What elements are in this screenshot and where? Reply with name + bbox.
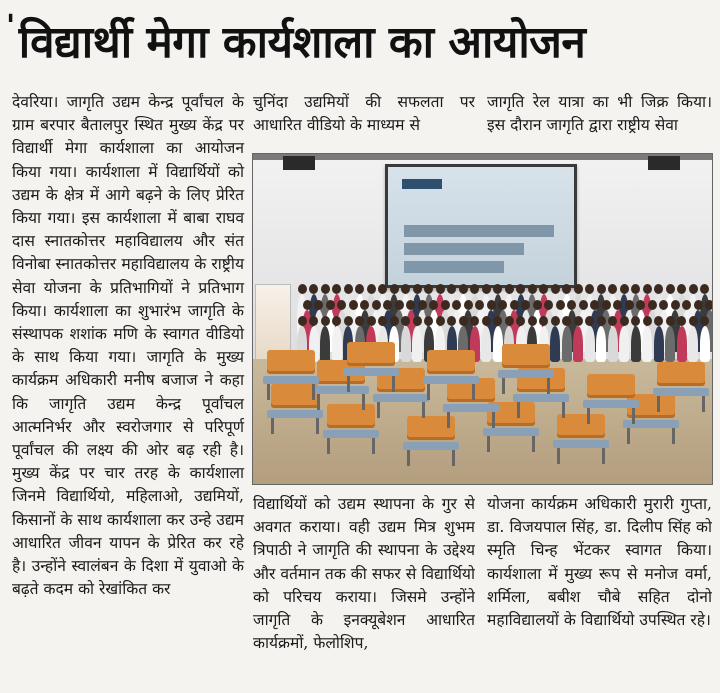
- person-head: [597, 316, 606, 326]
- photo-ceiling: [253, 154, 712, 160]
- person-head: [539, 316, 548, 326]
- person-head: [654, 284, 663, 294]
- person-head: [413, 284, 422, 294]
- person-head: [378, 316, 387, 326]
- person-head: [401, 284, 410, 294]
- person-head: [395, 300, 404, 310]
- person-head: [498, 300, 507, 310]
- person-head: [436, 316, 445, 326]
- person-head: [682, 300, 691, 310]
- column-2-top-text: चुनिंदा उद्यमियों की सफलता पर आधारित वीडियो के माध्यम से: [253, 93, 475, 135]
- person-head: [562, 316, 571, 326]
- person-head: [625, 300, 634, 310]
- person-head: [700, 284, 709, 294]
- person-head: [332, 284, 341, 294]
- article-column-1: [12, 91, 244, 601]
- person-head: [344, 284, 353, 294]
- person-head: [383, 300, 392, 310]
- person-head: [608, 316, 617, 326]
- article-column-2-top: [253, 91, 475, 139]
- person-head: [470, 316, 479, 326]
- person-head: [441, 300, 450, 310]
- person-head: [516, 316, 525, 326]
- person-head: [493, 284, 502, 294]
- person-head: [367, 316, 376, 326]
- chair: [553, 414, 609, 458]
- person-head: [355, 316, 364, 326]
- article-column-2-bottom: [253, 493, 475, 663]
- chair: [583, 374, 639, 418]
- person-head: [459, 284, 468, 294]
- speaker-left: [283, 156, 315, 170]
- person-figure: [688, 326, 698, 362]
- person-figure: [677, 326, 687, 362]
- headline: [6, 6, 714, 74]
- person-head: [551, 316, 560, 326]
- person-head: [355, 284, 364, 294]
- headline-text: विद्यार्थी मेगा कार्यशाला का आयोजन: [18, 17, 586, 68]
- column-3-top-text: जागृति रेल यात्रा का भी जिक्र किया। इस दौरान जागृति द्वारा राष्ट्रीय सेवा: [487, 93, 712, 135]
- person-head: [321, 316, 330, 326]
- person-head: [309, 316, 318, 326]
- person-head: [659, 300, 668, 310]
- person-head: [613, 300, 622, 310]
- person-head: [482, 284, 491, 294]
- person-head: [344, 316, 353, 326]
- article-column-3-bottom: [487, 493, 712, 663]
- person-head: [482, 316, 491, 326]
- chair: [323, 404, 379, 448]
- column-3-bottom-text: योजना कार्यक्रम अधिकारी मुरारी गुप्ता, डा. विजयपाल सिंह, डा. दिलीप सिंह को स्मृति चिन्ह भेंटकर स्वागत किया।कार्यशाला में मुख्य रूप से मनोज वर्मा, शर्मिला, बबीश चौबे सहित दोनो महाविद्यालयों के विद्यार्थियो उपस्थित रहे।: [487, 495, 712, 630]
- person-head: [401, 316, 410, 326]
- chair: [498, 344, 554, 388]
- person-figure: [562, 326, 572, 362]
- person-head: [372, 300, 381, 310]
- person-figure: [332, 326, 342, 362]
- person-head: [424, 284, 433, 294]
- person-head: [332, 316, 341, 326]
- person-head: [677, 316, 686, 326]
- person-head: [406, 300, 415, 310]
- chair: [653, 362, 709, 406]
- person-figure: [585, 326, 595, 362]
- person-head: [620, 284, 629, 294]
- chair: [423, 350, 479, 394]
- person-figure: [596, 326, 606, 362]
- person-head: [487, 300, 496, 310]
- person-head: [590, 300, 599, 310]
- person-head: [666, 316, 675, 326]
- person-head: [303, 300, 312, 310]
- person-head: [378, 284, 387, 294]
- person-head: [597, 284, 606, 294]
- person-head: [505, 284, 514, 294]
- column-1-text: देवरिया। जागृति उद्यम केन्द्र पूर्वांचल के ग्राम बरपार बैतालपुर स्थित मुख्य केंद्र पर विद्यार्थी मेगा कार्यशाला का आयोजन किया गया। कार्यशाला में विद्यार्थियों को उद्यम के क्षेत्र में आगे बढ़ने के लिए प्रेरित किया गया। इस कार्यशाला में बाबा राघव दास स्नातकोत्तर महाविद्यालय और संत विनोबा स्नातकोत्तर महाविद्यालय के राष्ट्रीय सेवा योजना के प्रतिभागियों ने प्रतिभाग किया। कार्यशाला का शुभारंभ जागृति के संस्थापक शशांक मणि के स्वागत वीडियो के साथ किया गया। जागृति के मुख्य कार्यक्रम अधिकारी मनीष बजाज ने कहा कि जागृति उद्यम केन्द्र पूर्वांचल आत्मनिर्भर और स्वरोजगार से परिपूर्ण पूर्वांचल की लक्ष्य की ओर बढ़ रही है। मुख्य केंद्र पर चार तरह के कार्यशाला जिनमे विद्यार्थियो, महिलाओ, उद्यमियों, किसानों के साथ कार्यशाला कर उन्हे उद्यम आधारित जीवन यापन के प्रेरित कर रहे है। उन्होंने स्वालंबन के दिशा में युवाओ के बढ़ते कदम को रेखांकित कर: [12, 93, 244, 599]
- person-head: [298, 316, 307, 326]
- person-head: [459, 316, 468, 326]
- person-figure: [700, 326, 710, 362]
- article-column-3-top: [487, 91, 712, 139]
- person-head: [510, 300, 519, 310]
- chair: [263, 350, 319, 394]
- person-head: [689, 316, 698, 326]
- person-head: [505, 316, 514, 326]
- person-head: [567, 300, 576, 310]
- person-head: [470, 284, 479, 294]
- person-head: [464, 300, 473, 310]
- projection-screen: [385, 164, 577, 288]
- person-head: [643, 316, 652, 326]
- person-head: [677, 284, 686, 294]
- person-head: [544, 300, 553, 310]
- person-head: [528, 316, 537, 326]
- person-head: [436, 284, 445, 294]
- person-head: [360, 300, 369, 310]
- person-figure: [665, 326, 675, 362]
- person-head: [418, 300, 427, 310]
- person-head: [556, 300, 565, 310]
- person-figure: [631, 326, 641, 362]
- person-head: [620, 316, 629, 326]
- person-head: [447, 284, 456, 294]
- person-head: [349, 300, 358, 310]
- person-head: [326, 300, 335, 310]
- person-head: [493, 316, 502, 326]
- person-head: [643, 284, 652, 294]
- person-head: [528, 284, 537, 294]
- person-head: [654, 316, 663, 326]
- person-figure: [573, 326, 583, 362]
- person-head: [631, 284, 640, 294]
- person-head: [602, 300, 611, 310]
- person-head: [551, 284, 560, 294]
- column-2-bottom-text: विद्यार्थियों को उद्यम स्थापना के गुर से अवगत कराया। वही उद्यम मित्र शुभम त्रिपाठी ने जागृति की स्थापना के उद्देश्य और वर्तमान तक की सफर से विद्यार्थियो को परिचय कराया। जिसमे उन्होंने जागृति के इनक्यूबेशन आधारित कार्यक्रमों, फेलोशिप,: [253, 495, 475, 653]
- person-head: [314, 300, 323, 310]
- person-head: [689, 284, 698, 294]
- person-head: [585, 284, 594, 294]
- headline-mark: ': [6, 8, 15, 44]
- person-head: [521, 300, 530, 310]
- person-head: [694, 300, 703, 310]
- person-head: [562, 284, 571, 294]
- person-head: [671, 300, 680, 310]
- person-head: [585, 316, 594, 326]
- speaker-right: [648, 156, 680, 170]
- person-head: [452, 300, 461, 310]
- person-figure: [401, 326, 411, 362]
- person-head: [700, 316, 709, 326]
- person-head: [413, 316, 422, 326]
- person-figure: [320, 326, 330, 362]
- person-head: [390, 284, 399, 294]
- person-head: [321, 284, 330, 294]
- person-head: [574, 316, 583, 326]
- person-figure: [654, 326, 664, 362]
- person-figure: [481, 326, 491, 362]
- person-head: [631, 316, 640, 326]
- person-head: [337, 300, 346, 310]
- person-head: [666, 284, 675, 294]
- person-head: [539, 284, 548, 294]
- person-head: [648, 300, 657, 310]
- person-head: [390, 316, 399, 326]
- person-head: [636, 300, 645, 310]
- person-head: [447, 316, 456, 326]
- person-head: [367, 284, 376, 294]
- person-figure: [608, 326, 618, 362]
- person-head: [574, 284, 583, 294]
- person-head: [424, 316, 433, 326]
- person-head: [608, 284, 617, 294]
- chair: [403, 416, 459, 460]
- person-figure: [412, 326, 422, 362]
- person-head: [475, 300, 484, 310]
- person-head: [579, 300, 588, 310]
- person-head: [309, 284, 318, 294]
- person-head: [429, 300, 438, 310]
- chair: [343, 342, 399, 386]
- person-head: [533, 300, 542, 310]
- event-photo: [252, 153, 713, 485]
- person-figure: [619, 326, 629, 362]
- person-head: [516, 284, 525, 294]
- person-head: [705, 300, 713, 310]
- person-head: [298, 284, 307, 294]
- person-figure: [642, 326, 652, 362]
